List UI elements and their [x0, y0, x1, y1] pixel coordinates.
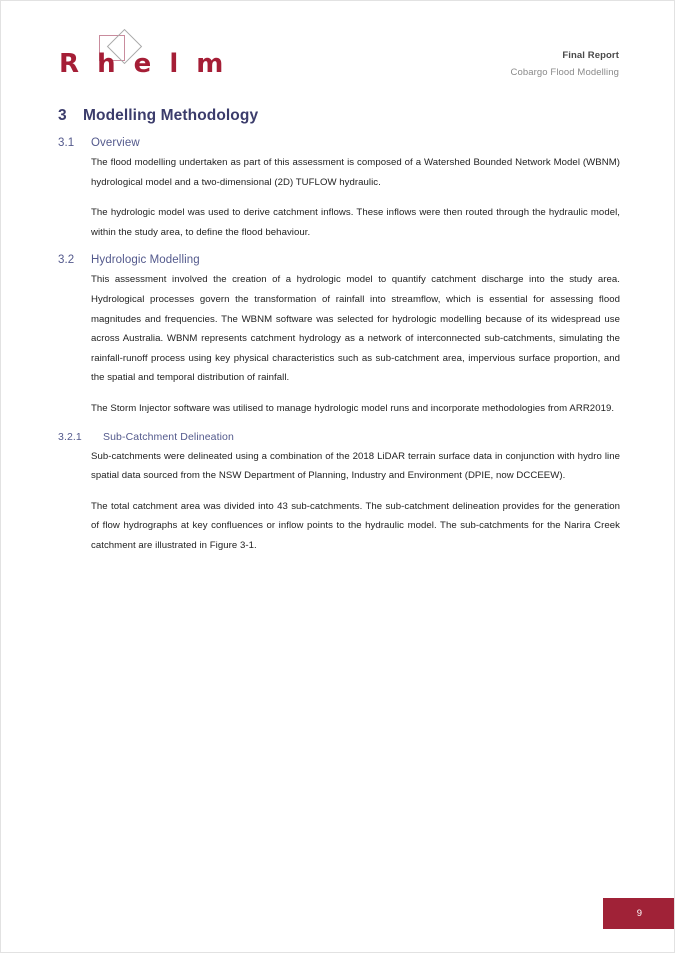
document-body — [58, 107, 620, 556]
paragraph: The Storm Injector software was utilised to manage hydrologic model runs and incorporate methodologies from ARR2019. — [91, 402, 615, 414]
subsection-number: 3.2 — [58, 254, 75, 267]
page-number-badge — [603, 898, 675, 929]
paragraph: Sub-catchments were delineated using a combination of the 2018 LiDAR terrain surface data in conjunction with hydro line spatial data sourced from the NSW Department of Planning, Industry and Environment (DPIE, now DCCEEW). — [91, 450, 620, 482]
page-title — [58, 107, 620, 125]
document-header — [1, 1, 675, 97]
header-report-subtitle: Cobargo Flood Modelling — [510, 67, 619, 78]
paragraph: This assessment involved the creation of a hydrologic model to quantify catchment discharge into the study area. Hydrological processes govern the transformation of rainfall into streamflow, which is essential for assessing flood magnitudes and frequencies. The WBNM software was selected for hydrologic modelling because of its widespread use across Australia. WBNM represents catchment hydrology as a network of interconnected sub-catchments, simulating the rainfall-runoff process using key physical characteristics such as sub-catchment area, impervious surface proportion, and the spatial and temporal distribution of rainfall. — [91, 274, 620, 384]
subsubsection-title: Sub-Catchment Delineation — [103, 430, 234, 443]
subsubsection-number: 3.2.1 — [58, 430, 82, 443]
section-title: Modelling Methodology — [83, 107, 259, 124]
rhelm-logo — [59, 31, 228, 83]
section-number: 3 — [58, 107, 67, 124]
subsection-title: Hydrologic Modelling — [91, 254, 200, 267]
page-number: 9 — [636, 908, 643, 919]
subsection-heading-hydrologic-modelling — [58, 254, 620, 266]
subsection-number: 3.1 — [58, 137, 75, 149]
logo-wordmark: R h e l m — [59, 49, 228, 79]
header-meta — [511, 48, 619, 80]
paragraph: The flood modelling undertaken as part of this assessment is composed of a Watershed Bounded Network Model (WBNM) hydrological model and a two-dimensional (2D) TUFLOW hydraulic. — [91, 157, 620, 188]
paragraph: The hydrologic model was used to derive catchment inflows. These inflows were then routed through the hydraulic model, within the study area, to define the flood behaviour. — [91, 207, 620, 238]
header-report-title: Final Report — [562, 50, 619, 61]
subsection-heading-overview — [58, 137, 620, 149]
subsection-title: Overview — [91, 137, 140, 149]
subsubsection-heading-sub-catchment-delineation — [58, 431, 620, 443]
paragraph: The total catchment area was divided into 43 sub-catchments. The sub-catchment delineation provides for the generation of flow hydrographs at key confluences or inflow points to the hydraulic model. The sub-catchments for the Narira Creek catchment are illustrated in Figure 3-1. — [91, 500, 620, 551]
